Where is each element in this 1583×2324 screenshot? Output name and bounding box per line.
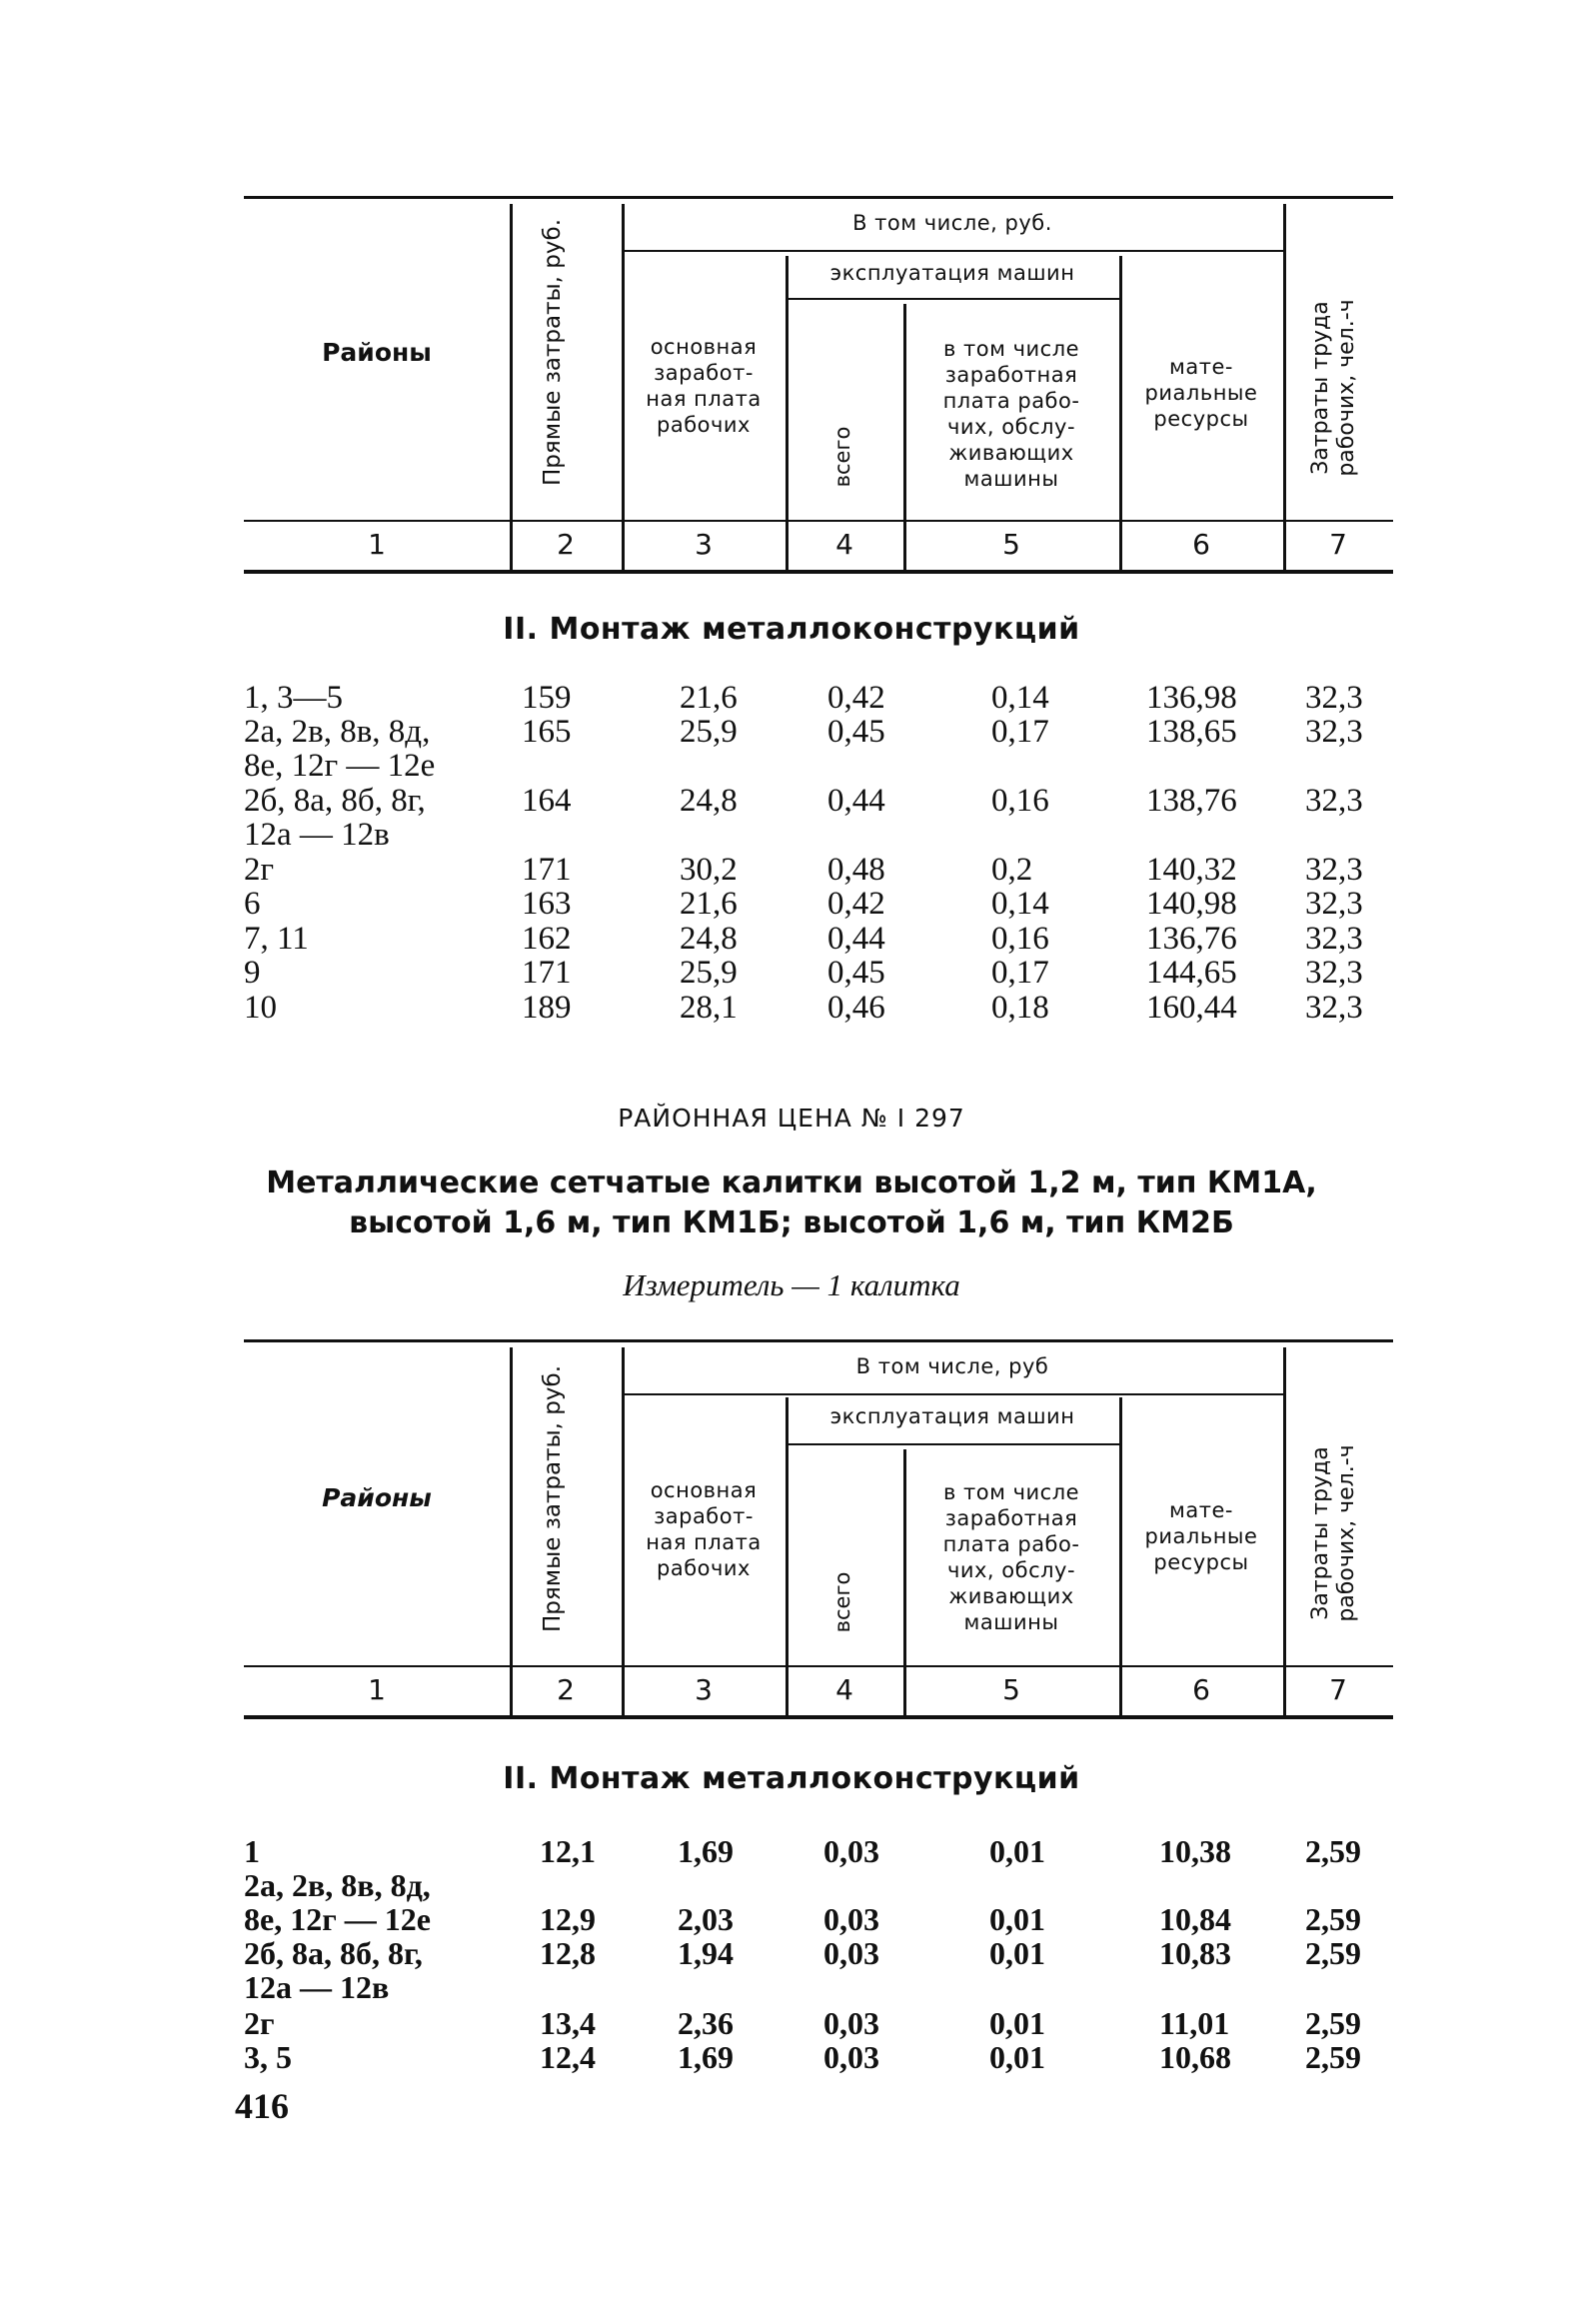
header-group-including: В том числе, руб: [855, 1354, 1049, 1378]
section-title-1: II. Монтаж металлоконструкций: [503, 612, 1080, 647]
table-row: 2б, 8а, 8б, 8г, 164 24,8 0,44 0,16 138,76 32,3: [244, 783, 1363, 819]
price-title-line-2: высотой 1,6 м, тип КМ1Б; высотой 1,6 м, тип КМ2Б: [349, 1205, 1234, 1240]
header-base-wage: основная заработ- ная плата рабочих: [646, 1478, 762, 1580]
table-row-continuation: 12а — 12в: [244, 1969, 390, 2005]
col-number-3: 3: [695, 528, 713, 561]
col-number-6: 6: [1192, 1673, 1210, 1706]
table-row-continuation: 12а — 12в: [244, 817, 390, 853]
page-number: 416: [235, 2086, 289, 2126]
table-row: 2г 171 30,2 0,48 0,2 140,32 32,3: [244, 852, 1363, 888]
header-regions: Районы: [322, 338, 432, 367]
header-group-machines: эксплуатация машин: [829, 261, 1075, 285]
header-machine-wage: в том числе заработная плата рабо- чих, обслу- живающих машины: [942, 337, 1080, 491]
table-row: 9 171 25,9 0,45 0,17 144,65 32,3: [244, 955, 1363, 991]
col-number-3: 3: [695, 1673, 713, 1706]
table-row: 1, 3—5 159 21,6 0,42 0,14 136,98 32,3: [244, 680, 1363, 716]
price-title-line-1: Металлические сетчатые калитки высотой 1,2 м, тип КМ1А,: [266, 1165, 1317, 1200]
col-number-7: 7: [1329, 1673, 1347, 1706]
table-row: 10 189 28,1 0,46 0,18 160,44 32,3: [244, 990, 1363, 1026]
header-materials: мате- риальные ресурсы: [1144, 355, 1258, 431]
table-row-continuation: 8е, 12г — 12е: [244, 748, 436, 784]
col-number-2: 2: [557, 1673, 575, 1706]
table-header-1: [244, 196, 1393, 576]
table-row: 3, 5 12,4 1,69 0,03 0,01 10,68 2,59: [244, 2039, 1361, 2075]
table-row: 2б, 8а, 8б, 8г, 12,8 1,94 0,03 0,01 10,83 2,59: [244, 1935, 1361, 1971]
header-machine-wage: в том числе заработная плата рабо- чих, обслу- живающих машины: [942, 1480, 1080, 1634]
col-number-6: 6: [1192, 528, 1210, 561]
price-meter: Измеритель — 1 калитка: [623, 1267, 960, 1302]
price-label: РАЙОННАЯ ЦЕНА № I 297: [618, 1104, 965, 1133]
header-regions: Районы: [322, 1483, 432, 1512]
header-group-including: В том числе, руб.: [852, 211, 1052, 235]
header-total: всего: [830, 1571, 854, 1633]
section-title-2: II. Монтаж металлоконструкций: [503, 1761, 1080, 1796]
table-row-continuation: 2а, 2в, 8в, 8д,: [244, 1867, 431, 1903]
col-number-4: 4: [835, 528, 853, 561]
col-number-4: 4: [835, 1673, 853, 1706]
table-row: 7, 11 162 24,8 0,44 0,16 136,76 32,3: [244, 921, 1363, 957]
header-total: всего: [830, 426, 854, 488]
col-number-7: 7: [1329, 528, 1347, 561]
header-materials: мате- риальные ресурсы: [1144, 1498, 1258, 1574]
col-number-5: 5: [1002, 1673, 1020, 1706]
table-row: 2г 13,4 2,36 0,03 0,01 11,01 2,59: [244, 2005, 1361, 2041]
header-direct-costs: Прямые затраты, руб.: [540, 218, 566, 486]
header-labor: Затраты труда рабочих, чел.-ч: [1308, 1444, 1359, 1622]
col-number-2: 2: [557, 528, 575, 561]
table-row: 6 163 21,6 0,42 0,14 140,98 32,3: [244, 886, 1363, 922]
header-direct-costs: Прямые затраты, руб.: [540, 1364, 566, 1632]
col-number-1: 1: [368, 528, 386, 561]
header-base-wage: основная заработ- ная плата рабочих: [646, 335, 762, 437]
header-group-machines: эксплуатация машин: [829, 1404, 1075, 1428]
header-labor: Затраты труда рабочих, чел.-ч: [1308, 299, 1359, 477]
table-header-2: [244, 1339, 1393, 1719]
col-number-1: 1: [368, 1673, 386, 1706]
table-row: 8е, 12г — 12е 12,9 2,03 0,03 0,01 10,84 2,59: [244, 1901, 1361, 1937]
col-number-5: 5: [1002, 528, 1020, 561]
table-row: 2а, 2в, 8в, 8д, 165 25,9 0,45 0,17 138,65 32,3: [244, 714, 1363, 750]
table-row: 1 12,1 1,69 0,03 0,01 10,38 2,59: [244, 1833, 1361, 1869]
